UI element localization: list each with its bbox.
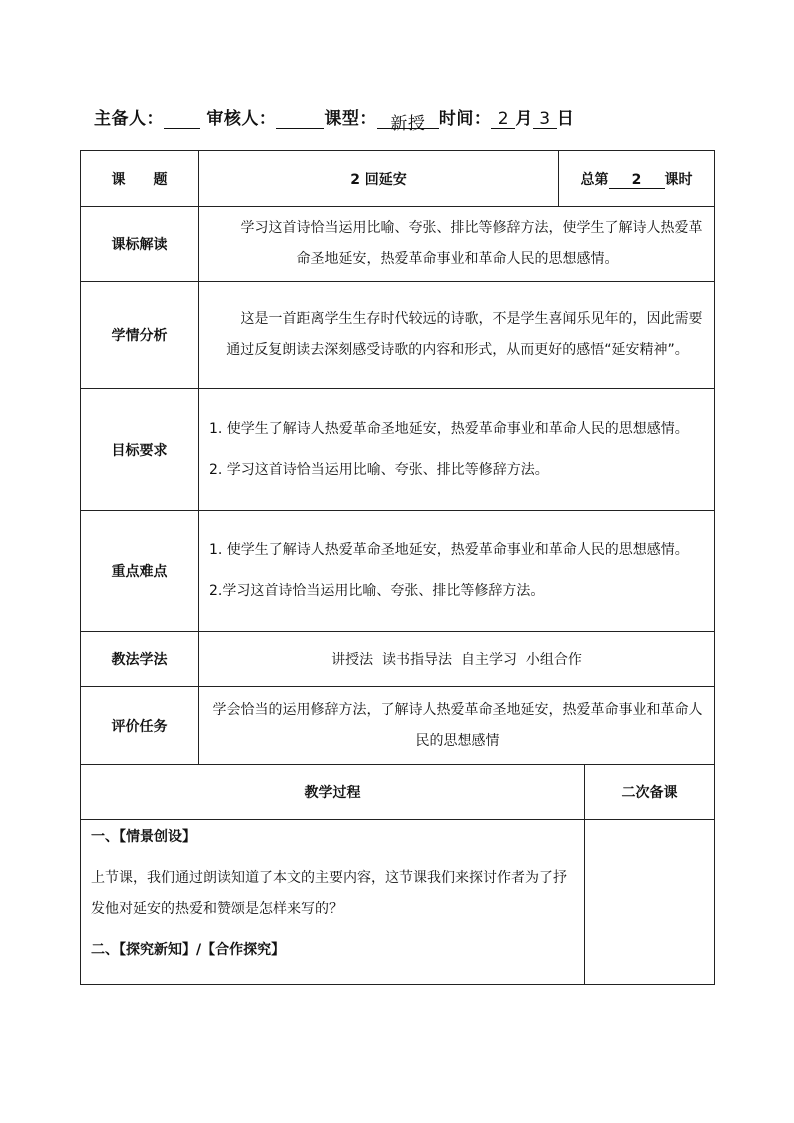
process-header-row (81, 765, 715, 820)
methods-text: 讲授法 读书指导法 自主学习 小组合作 (199, 632, 715, 687)
time-label: 时间： (438, 109, 492, 129)
section-2-title: 二、【探究新知】/【合作探究】 (91, 942, 286, 958)
topic-row (81, 151, 715, 207)
reviewer-blank[interactable] (276, 109, 324, 129)
goal-item-1: 1. 使学生了解诗人热爱革命圣地延安，热爱革命事业和革命人民的思想感情。 (209, 420, 689, 437)
month-unit: 月 (515, 109, 533, 129)
analysis-row (81, 282, 715, 389)
secondary-prep-cell[interactable] (585, 820, 715, 985)
lesson-type-value[interactable]: 新授 (377, 109, 439, 129)
document-header (94, 104, 575, 134)
key-points-label: 重点难点 (81, 511, 199, 632)
lesson-plan-table (80, 150, 715, 985)
preparer-blank[interactable] (164, 109, 200, 129)
analysis-text (199, 282, 715, 389)
section-1-title: 一、【情景创设】 (91, 829, 196, 845)
standard-text (199, 207, 715, 282)
month-value[interactable]: 2 (491, 109, 515, 129)
day-value[interactable]: 3 (533, 109, 557, 129)
analysis-label: 学情分析 (81, 282, 199, 389)
process-header: 教学过程 (81, 765, 585, 820)
reviewer-label: 审核人： (206, 109, 277, 129)
methods-row (81, 632, 715, 687)
evaluation-paragraph: 学会恰当的运用修辞方法，了解诗人热爱革命圣地延安，热爱革命事业和革命人民的思想感情 (212, 701, 703, 749)
methods-label: 教法学法 (81, 632, 199, 687)
total-suffix: 课时 (664, 171, 693, 188)
process-body-row (81, 820, 715, 985)
total-period-cell (559, 151, 715, 207)
goals-row (81, 389, 715, 511)
analysis-paragraph: 这是一首距离学生生存时代较远的诗歌，不是学生喜闻乐见年的，因此需要通过反复朗读去深刻感受诗歌的内容和形式，从而更好的感悟“延安精神”。 (226, 311, 703, 358)
standard-label: 课标解读 (81, 207, 199, 282)
standard-row (81, 207, 715, 282)
section-1-text: 上节课，我们通过朗读知道了本文的主要内容，这节课我们来探讨作者为了抒发他对延安的热爱和赞颂是怎样来写的？ (91, 870, 567, 917)
secondary-prep-header: 二次备课 (585, 765, 715, 820)
topic-label: 课 题 (81, 151, 199, 207)
process-body (81, 820, 585, 985)
goals-label: 目标要求 (81, 389, 199, 511)
key-points-cell (199, 511, 715, 632)
total-prefix: 总第 (580, 171, 609, 188)
total-period-value[interactable]: 2 (609, 172, 665, 189)
goals-cell (199, 389, 715, 511)
preparer-label: 主备人： (94, 109, 164, 129)
evaluation-text (199, 687, 715, 765)
key-points-row (81, 511, 715, 632)
goal-item-2: 2. 学习这首诗恰当运用比喻、夸张、排比等修辞方法。 (209, 461, 549, 478)
standard-paragraph: 学习这首诗恰当运用比喻、夸张、排比等修辞方法，使学生了解诗人热爱革命圣地延安，热爱革命事业和革命人民的思想感情。 (240, 220, 703, 267)
evaluation-row (81, 687, 715, 765)
key-point-item-2: 2.学习这首诗恰当运用比喻、夸张、排比等修辞方法。 (209, 583, 545, 599)
evaluation-label: 评价任务 (81, 687, 199, 765)
key-point-item-1: 1. 使学生了解诗人热爱革命圣地延安，热爱革命事业和革命人民的思想感情。 (209, 542, 689, 558)
day-unit: 日 (556, 109, 575, 129)
type-label: 课型： (324, 109, 377, 129)
lesson-title: 2 回延安 (199, 151, 559, 207)
